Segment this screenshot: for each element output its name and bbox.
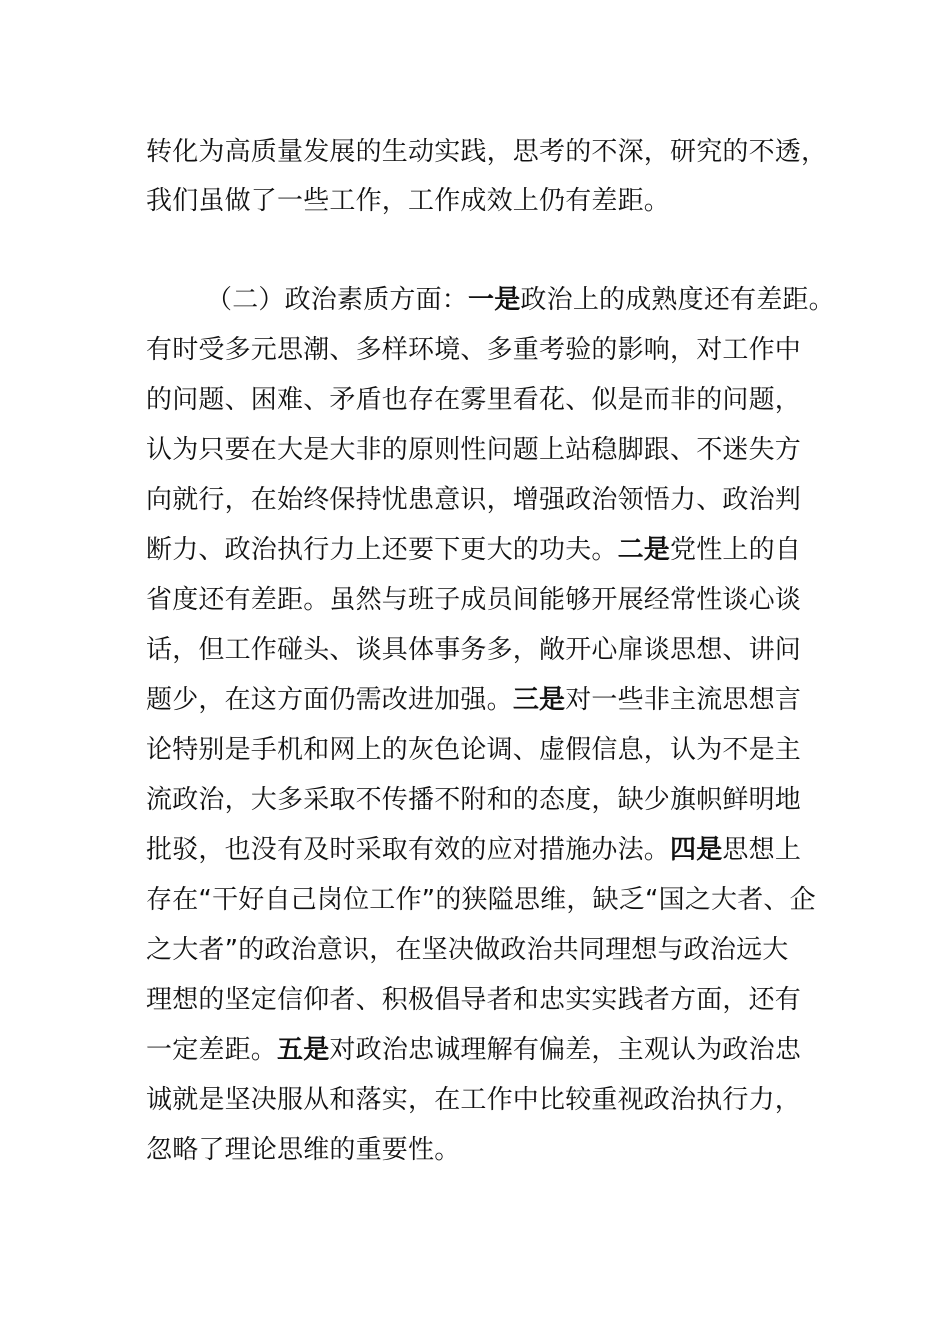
text-line: 转化为高质量发展的生动实践，思考的不深，研究的不透， — [146, 137, 828, 167]
bold-label: 四是 — [670, 835, 723, 865]
text-line: 之大者”的政治意识，在坚决做政治共同理想与政治远大 — [146, 935, 789, 965]
text-segment: 党性上的自 — [670, 535, 802, 565]
text-line: 诚就是坚决服从和落实，在工作中比较重视政治执行力， — [146, 1085, 802, 1115]
text-segment: 批驳，也没有及时采取有效的应对措施办法。 — [146, 835, 671, 865]
text-line: 流政治，大多采取不传播不附和的态度，缺少旗帜鲜明地 — [146, 785, 802, 815]
text-segment: 对一些非主流思想言 — [565, 685, 802, 715]
text-line — [146, 682, 801, 718]
text-segment: 思想上 — [722, 835, 802, 865]
text-line: 忽略了理论思维的重要性。 — [146, 1135, 461, 1165]
text-line: 存在“干好自己岗位工作”的狭隘思维，缺乏“国之大者、企 — [146, 885, 816, 915]
text-line — [146, 1032, 801, 1068]
text-segment: 政治上的成熟度还有差距。 — [520, 285, 835, 315]
bold-label: 三是 — [512, 685, 566, 715]
text-line: 话，但工作碰头、谈具体事务多，敞开心扉谈思想、讲问 — [146, 635, 802, 665]
text-segment: 题少，在这方面仍需改进加强。 — [146, 685, 513, 715]
text-line: 有时受多元思潮、多样环境、多重考验的影响，对工作中 — [146, 335, 802, 365]
text-line: 我们虽做了一些工作，工作成效上仍有差距。 — [146, 186, 671, 216]
bold-label: 二是 — [617, 535, 671, 565]
text-line — [146, 532, 801, 568]
text-line: 理想的坚定信仰者、积极倡导者和忠实实践者方面，还有 — [146, 985, 802, 1015]
section-heading: （二）政治素质方面： — [206, 285, 469, 315]
text-line: 向就行，在始终保持忧患意识，增强政治领悟力、政治判 — [146, 485, 802, 515]
bold-label: 五是 — [277, 1035, 330, 1065]
text-line: 认为只要在大是大非的原则性问题上站稳脚跟、不迷失方 — [146, 435, 802, 465]
text-line: 论特别是手机和网上的灰色论调、虚假信息，认为不是主 — [146, 735, 802, 765]
paragraph-heading-line — [206, 282, 835, 318]
text-segment: 一定差距。 — [146, 1035, 278, 1065]
text-segment: 断力、政治执行力上还要下更大的功夫。 — [146, 535, 618, 565]
text-segment: 对政治忠诚理解有偏差，主观认为政治忠 — [329, 1035, 802, 1065]
text-line — [146, 832, 801, 868]
bold-label: 一是 — [468, 285, 521, 315]
text-line: 的问题、困难、矛盾也存在雾里看花、似是而非的问题， — [146, 385, 802, 415]
text-line: 省度还有差距。虽然与班子成员间能够开展经常性谈心谈 — [146, 585, 802, 615]
